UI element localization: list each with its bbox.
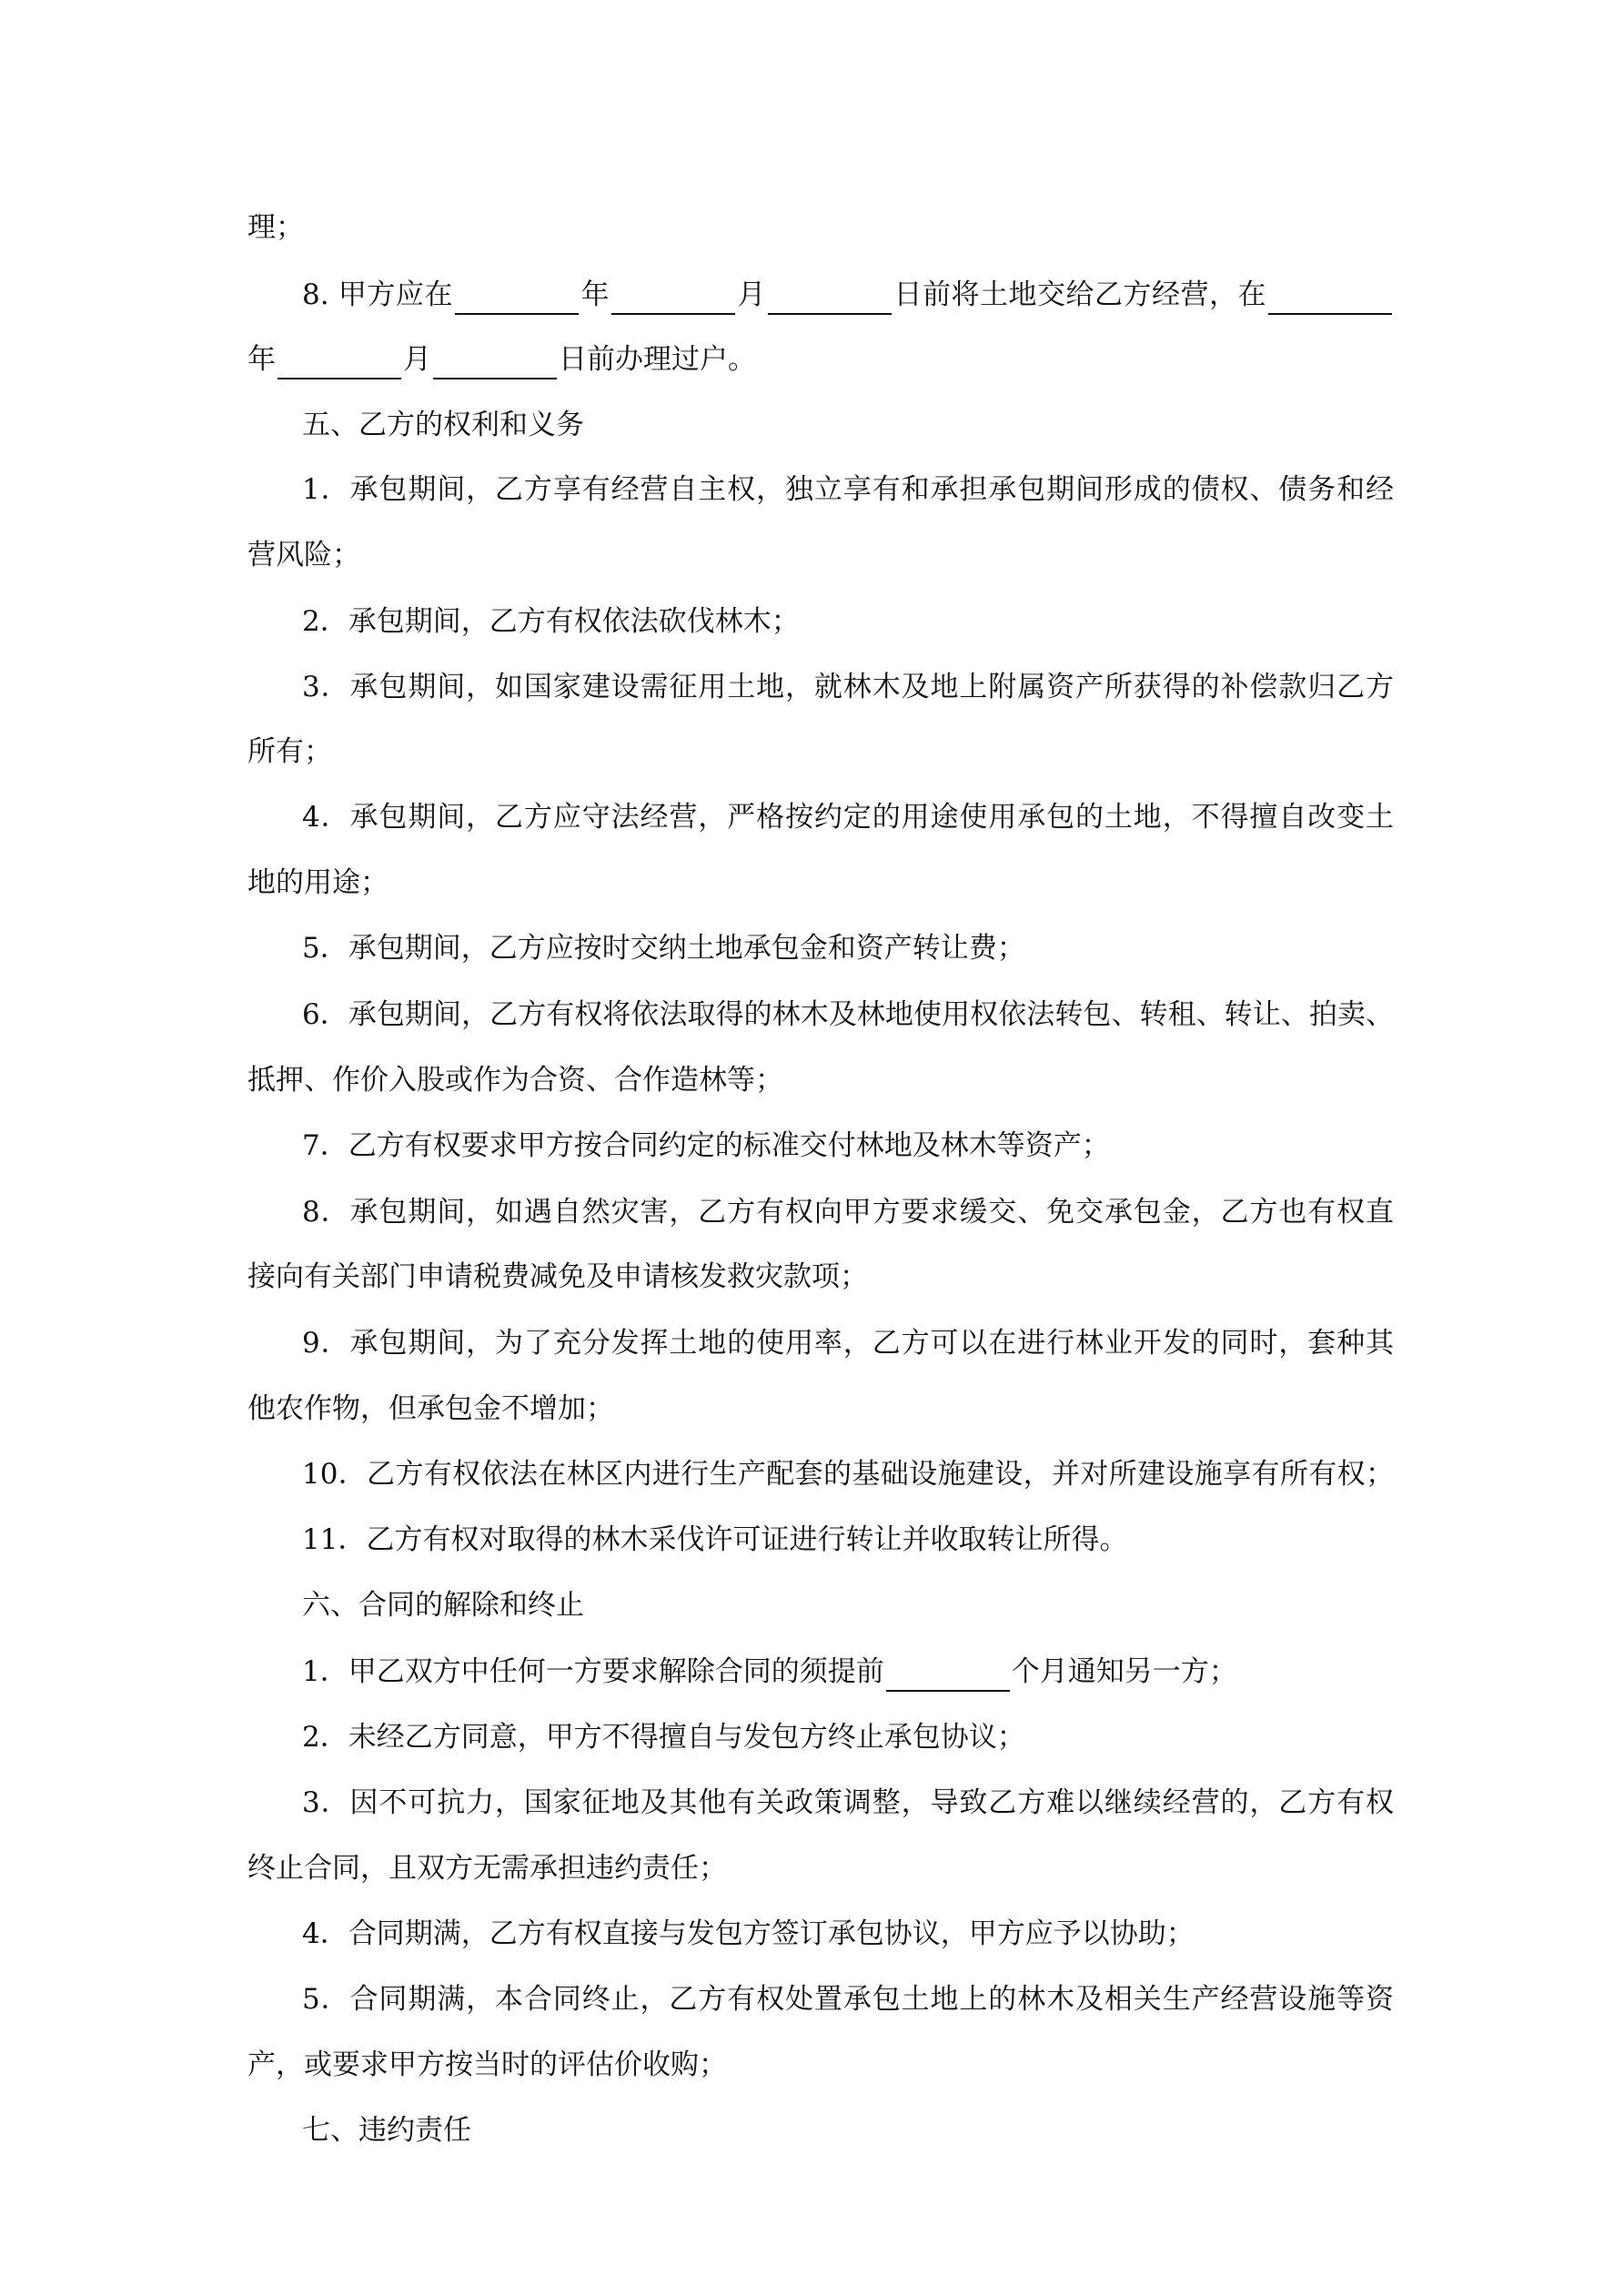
text-line: 理； (247, 211, 304, 244)
text-line: 2．未经乙方同意，甲方不得擅自与发包方终止承包协议； (302, 1721, 1025, 1754)
text-line: 4．承包期间，乙方应守法经营，严格按约定的用途使用承包的土地，不得擅自改变土 (302, 801, 1394, 834)
text-fragment: 月 (403, 343, 431, 376)
text-line: 6．承包期间，乙方有权将依法取得的林木及林地使用权依法转包、转租、转让、拍卖、 (302, 998, 1394, 1031)
text-line: 营风险； (247, 539, 360, 571)
text-fragment: 8. 甲方应在 (302, 278, 453, 311)
text-line-with-date-blanks (302, 275, 1394, 315)
text-line: 7．乙方有权要求甲方按合同约定的标准交付林地及林木等资产； (302, 1129, 1110, 1162)
section-heading: 七、违约责任 (302, 2114, 471, 2147)
text-fragment: 月 (736, 278, 766, 311)
text-fragment: 年 (580, 278, 610, 311)
fill-blank (433, 347, 557, 379)
text-line: 9．承包期间，为了充分发挥土地的使用率，乙方可以在进行林业开发的同时，套种其 (302, 1327, 1394, 1360)
text-line: 3．因不可抗力，国家征地及其他有关政策调整，导致乙方难以继续经营的，乙方有权 (302, 1786, 1394, 1819)
text-line: 8．承包期间，如遇自然灾害，乙方有权向甲方要求缓交、免交承包金，乙方也有权直 (302, 1196, 1394, 1229)
text-line: 11．乙方有权对取得的林木采伐许可证进行转让并收取转让所得。 (302, 1523, 1128, 1556)
text-fragment: 日前办理过户。 (559, 343, 756, 376)
fill-blank (768, 282, 892, 315)
text-line: 所有； (247, 735, 332, 768)
text-fragment: 日前将土地交给乙方经营，在 (893, 278, 1267, 311)
text-fragment: 年 (247, 343, 276, 376)
text-line: 他农作物，但承包金不增加； (247, 1392, 614, 1425)
text-line: 2．承包期间，乙方有权依法砍伐林木； (302, 605, 800, 638)
text-line: 终止合同，且双方无需承担违约责任； (247, 1852, 727, 1885)
section-heading: 五、乙方的权利和义务 (302, 409, 584, 441)
text-line-with-date-blanks (247, 339, 1394, 379)
text-line: 5．承包期间，乙方应按时交纳土地承包金和资产转让费； (302, 932, 1025, 965)
fill-blank (455, 282, 579, 315)
text-line: 接向有关部门申请税费减免及申请核发救灾款项； (247, 1260, 868, 1293)
fill-blank (1268, 282, 1392, 315)
text-line: 4．合同期满，乙方有权直接与发包方签订承包协议，甲方应予以协助； (302, 1917, 1195, 1950)
text-line: 1．承包期间，乙方享有经营自主权，独立享有和承担承包期间形成的债权、债务和经 (302, 473, 1394, 506)
text-line: 地的用途； (247, 866, 388, 899)
section-heading: 六、合同的解除和终止 (302, 1589, 584, 1622)
text-fragment: 个月通知另一方； (1011, 1655, 1237, 1688)
fill-blank (277, 347, 401, 379)
fill-blank (611, 282, 735, 315)
text-line-with-blank (302, 1652, 1394, 1692)
text-fragment: 1．甲乙双方中任何一方要求解除合同的须提前 (302, 1655, 884, 1688)
text-line: 抵押、作价入股或作为合资、合作造林等； (247, 1064, 783, 1097)
text-line: 10．乙方有权依法在林区内进行生产配套的基础设施建设，并对所建设施享有所有权； (302, 1458, 1394, 1491)
text-line: 3．承包期间，如国家建设需征用土地，就林木及地上附属资产所获得的补偿款归乙方 (302, 671, 1394, 703)
text-line: 5．合同期满，本合同终止，乙方有权处置承包土地上的林木及相关生产经营设施等资 (302, 1983, 1394, 2016)
fill-blank (886, 1659, 1010, 1692)
text-line: 产，或要求甲方按当时的评估价收购； (247, 2048, 727, 2081)
